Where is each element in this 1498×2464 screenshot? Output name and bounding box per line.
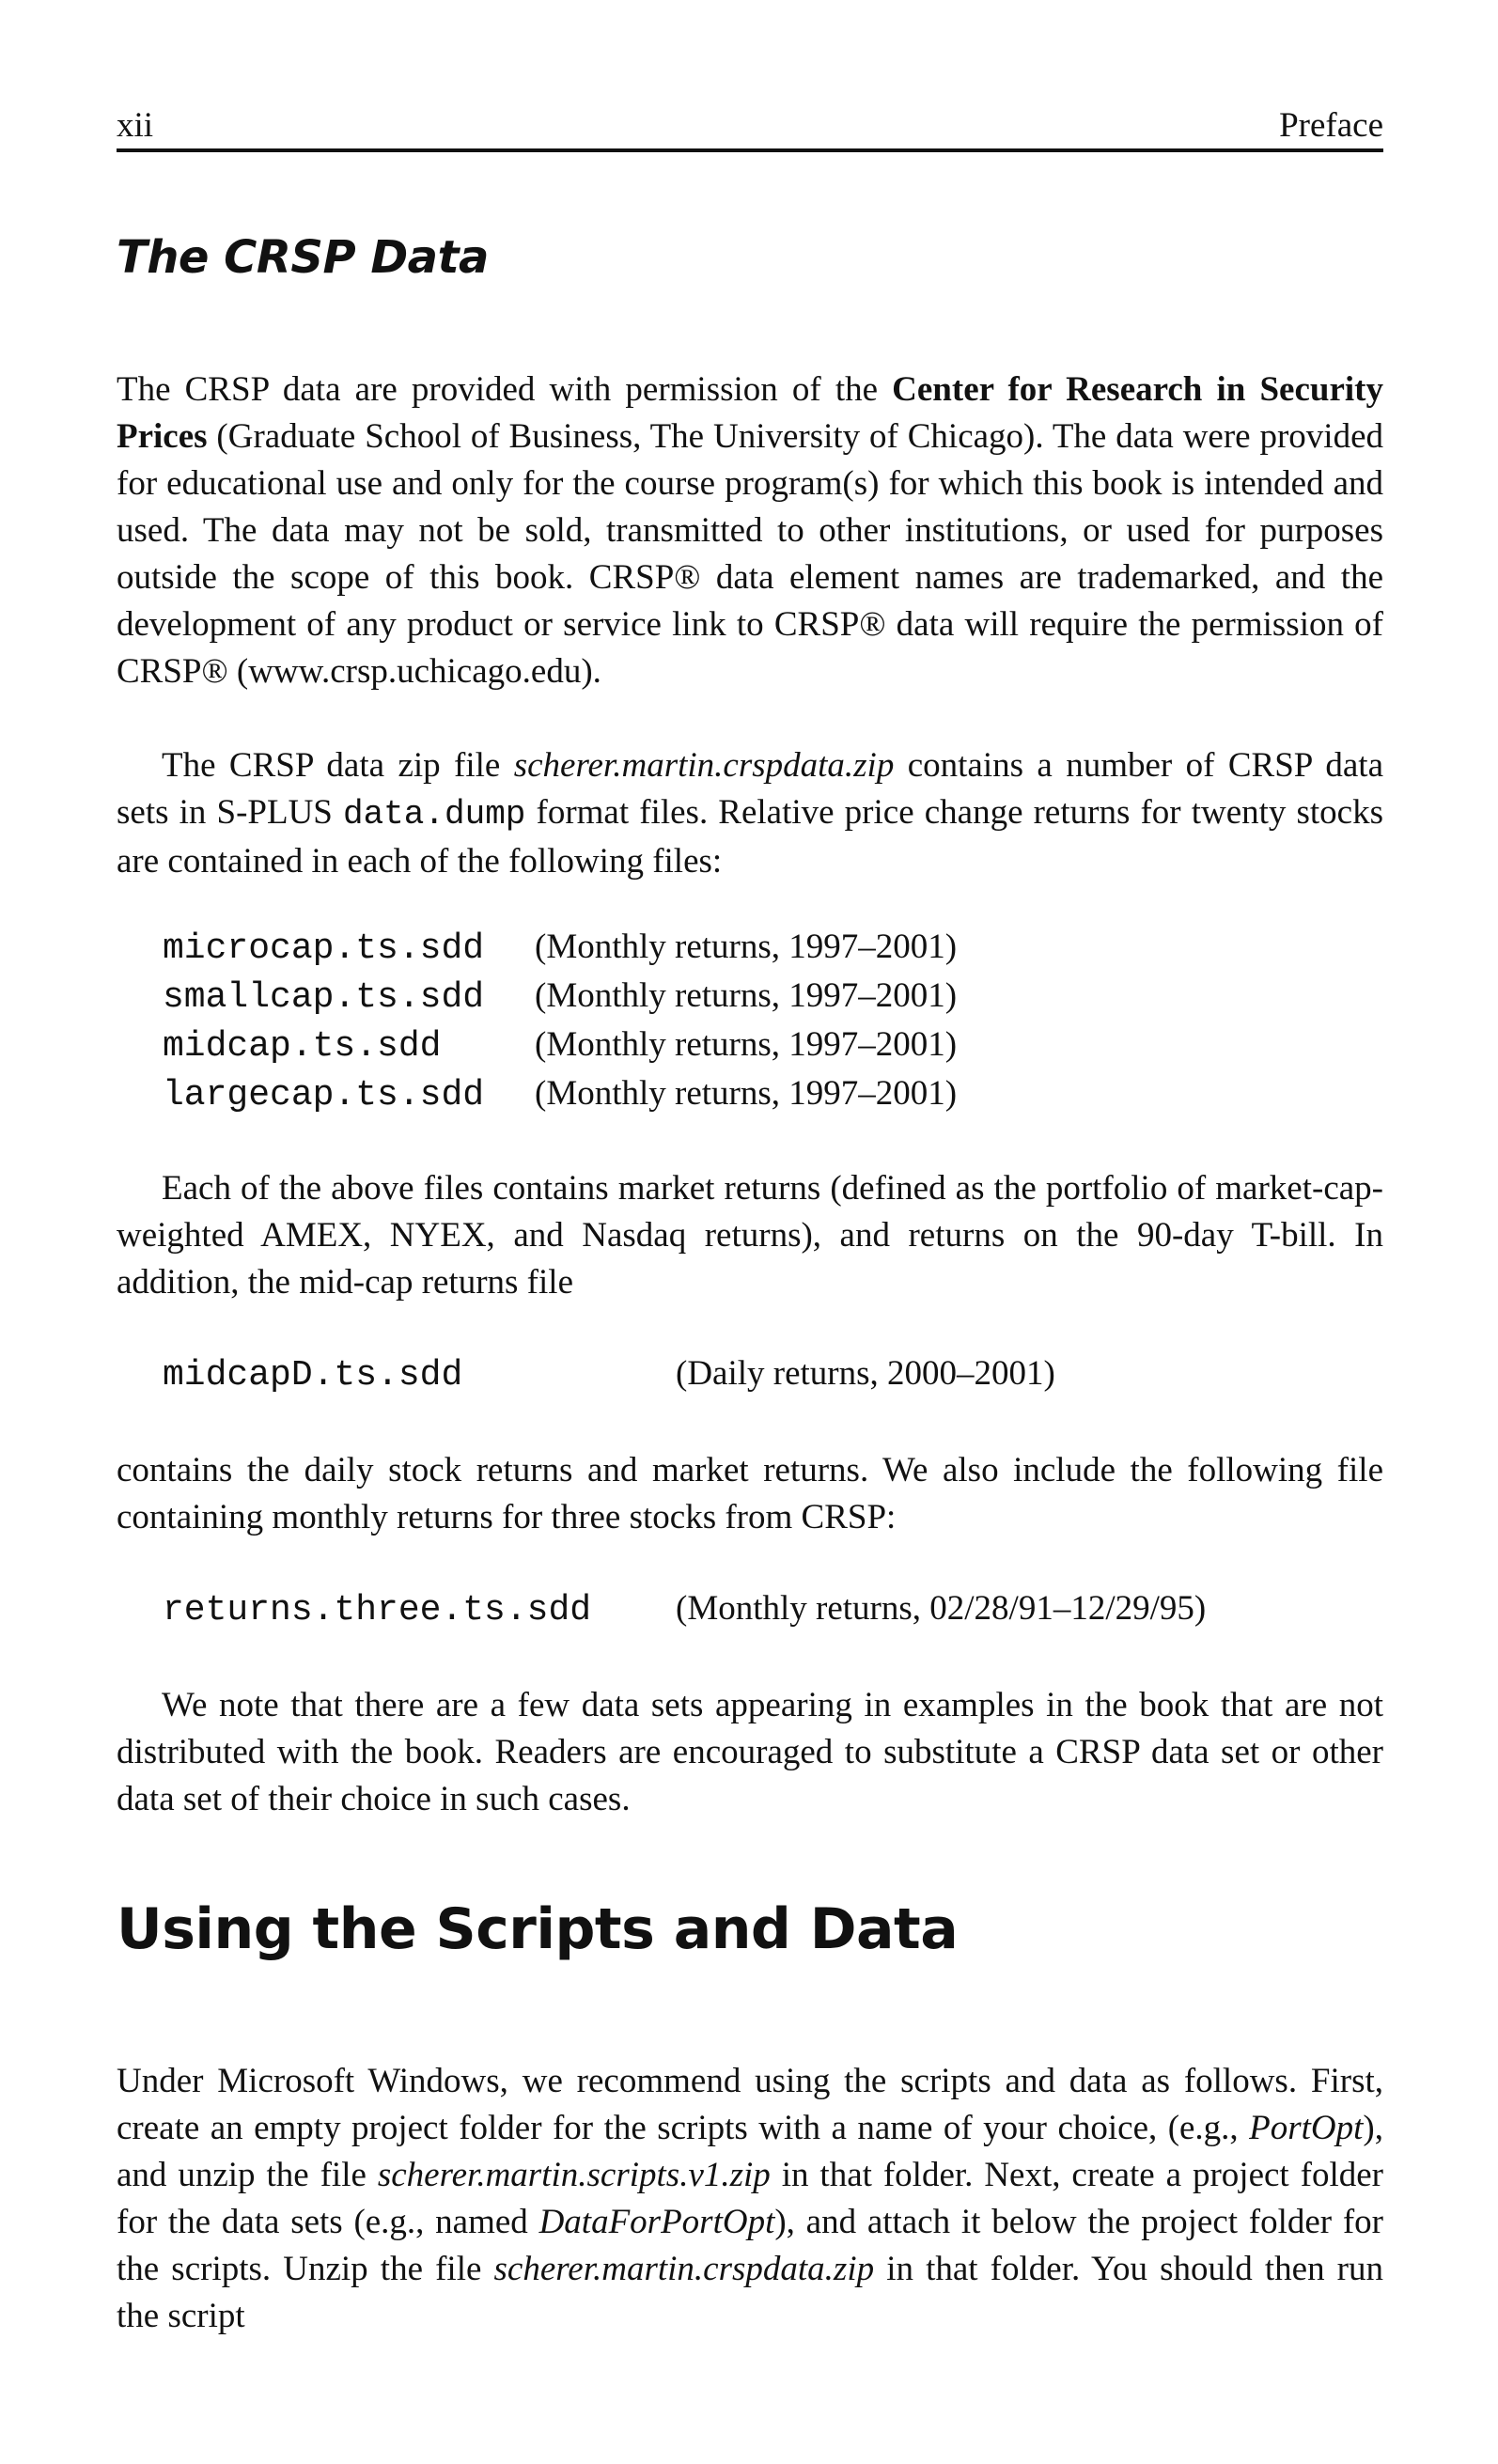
file-row	[163, 1024, 1384, 1073]
bold-run: Center for Research in Security Prices	[117, 370, 1383, 456]
text-run: ), and attach it below the project folder for the scripts. Unzip the file	[117, 2203, 1384, 2288]
text-run: The CRSP data are provided with permission of the	[117, 370, 893, 409]
text-run: ), and unzip the file	[117, 2109, 1383, 2194]
daily-file-list	[163, 1353, 1384, 1402]
scripts-paragraph-1	[117, 2058, 1383, 2340]
file-row	[163, 1353, 1384, 1402]
italic-filename: scherer.martin.scripts.v1.zip	[377, 2156, 771, 2194]
file-name: largecap.ts.sdd	[163, 1075, 485, 1115]
text-run: in that folder. Next, create a project folder for the data sets (e.g., named	[117, 2156, 1383, 2241]
file-description: (Monthly returns, 02/28/91–12/29/95)	[676, 1589, 1207, 1628]
text-run: The CRSP data zip file	[162, 746, 514, 785]
file-name: returns.three.ts.sdd	[163, 1590, 592, 1630]
file-description: (Monthly returns, 1997–2001)	[535, 1074, 958, 1113]
text-run: contains a number of CRSP data sets in S-PLUS	[117, 746, 1383, 832]
file-name: smallcap.ts.sdd	[163, 977, 485, 1018]
italic-run: PortOpt	[1249, 2109, 1364, 2147]
section-heading-scripts: Using the Scripts and Data	[117, 1896, 959, 1962]
section-heading-crsp: The CRSP Data	[117, 231, 489, 284]
file-name: midcapD.ts.sdd	[163, 1355, 463, 1396]
monthly-files-list	[163, 927, 1384, 1122]
text-run: in that folder. You should then run the script	[117, 2250, 1383, 2335]
text-run: (Graduate School of Business, The University of Chicago). The data were provided for educational use and only for the course program(s) for which this book is intended and used. The data may not be sold, transmitted to other institutions, or used for purposes outside the scope of this book. CRSP® data element names are trademarked, and the development of any product or service link to CRSP® data will require the permission of CRSP® (www.crsp.uchicago.edu).	[117, 417, 1383, 691]
code-run: data.dump	[342, 795, 526, 834]
running-header-section: Preface	[1279, 106, 1383, 145]
text-run: format files. Relative price change returns for twenty stocks are contained in each of the following files:	[117, 793, 1383, 881]
running-header	[117, 101, 1383, 152]
page-number: xii	[117, 106, 154, 145]
crsp-paragraph-1	[117, 366, 1383, 695]
italic-filename: scherer.martin.crspdata.zip	[513, 746, 895, 785]
italic-run: DataForPortOpt	[538, 2203, 775, 2241]
file-description: (Monthly returns, 1997–2001)	[535, 1025, 958, 1064]
file-row	[163, 975, 1384, 1024]
file-row	[163, 927, 1384, 975]
file-description: (Monthly returns, 1997–2001)	[535, 976, 958, 1015]
file-description: (Daily returns, 2000–2001)	[676, 1354, 1055, 1393]
file-row	[163, 1073, 1384, 1122]
three-stocks-file-list	[163, 1588, 1384, 1637]
file-description: (Monthly returns, 1997–2001)	[535, 928, 958, 966]
file-name: midcap.ts.sdd	[163, 1026, 442, 1067]
file-name: microcap.ts.sdd	[163, 928, 485, 969]
crsp-paragraph-2	[117, 742, 1383, 885]
italic-filename: scherer.martin.crspdata.zip	[493, 2250, 875, 2288]
crsp-paragraph-4: contains the daily stock returns and market returns. We also include the following file containing monthly returns for three stocks from CRSP:	[117, 1451, 1383, 1536]
crsp-paragraph-5: We note that there are a few data sets appearing in examples in the book that are not distributed with the book. Readers are encouraged to substitute a CRSP data set or other data set of their choice in such cases.	[117, 1686, 1383, 1818]
text-run: Under Microsoft Windows, we recommend using the scripts and data as follows. First, create an empty project folder for the scripts with a name of your choice, (e.g.,	[117, 2062, 1383, 2147]
file-row	[163, 1588, 1384, 1637]
crsp-paragraph-3: Each of the above files contains market returns (defined as the portfolio of market-cap-weighted AMEX, NYEX, and Nasdaq returns), and returns on the 90-day T-bill. In addition, the mid-cap returns file	[117, 1169, 1383, 1302]
